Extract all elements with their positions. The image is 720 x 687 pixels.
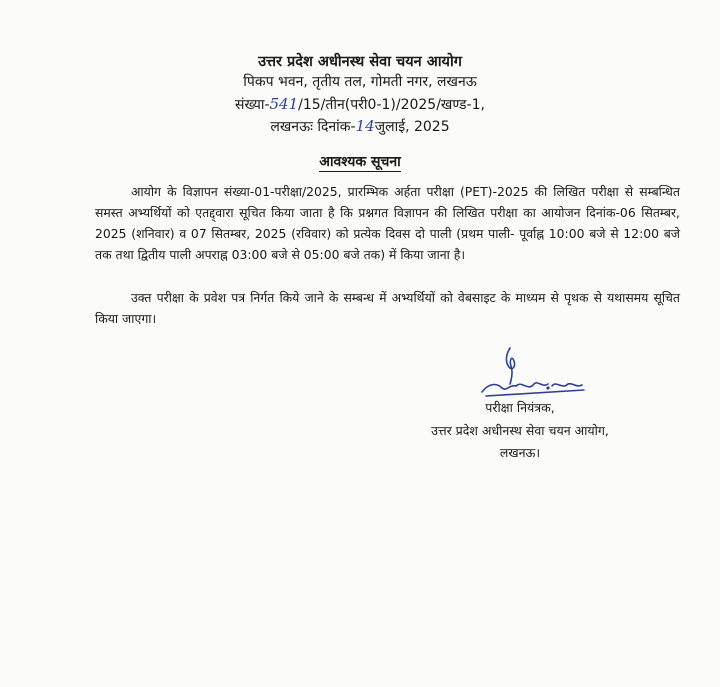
ref-handwritten-number: 541	[269, 95, 299, 113]
signatory-city: लखनऊ।	[499, 445, 541, 460]
notice-paragraph-1: आयोग के विज्ञापन संख्या-01-परीक्षा/2025, प्रारम्भिक अर्हता परीक्षा (PET)-2025 की लिखित परीक्षा से सम्बन्धित समस्त अभ्यर्थियों को एतद्द्वारा सूचित किया जाता है कि प्रश्नगत विज्ञापन की लिखित परीक्षा का आयोजन दिनांक-06 सितम्बर, 2025 (शनिवार) व 07 सितम्बर, 2025 (रविवार) को प्रत्येक दिवस दो पाली (प्रथम पाली- पूर्वाह्न 10:00 बजे से 12:00 बजे तक तथा द्वितीय पाली अपराह्न 03:00 बजे से 05:00 बजे तक) में किया जाना है।	[95, 184, 680, 262]
ref-prefix: संख्या-	[235, 97, 270, 113]
date-handwritten-day: 14	[355, 117, 375, 135]
notice-paragraph-2: उक्त परीक्षा के प्रवेश पत्र निर्गत किये जाने के सम्बन्ध में अभ्यर्थियों को वेबसाइट के माध्यम से पृथक से यथासमय सूचित किया जाएगा।	[95, 290, 680, 326]
issue-date	[0, 116, 720, 138]
org-address: पिकप भवन, तृतीय तल, गोमती नगर, लखनऊ	[243, 74, 477, 90]
date-suffix: जुलाई, 2025	[374, 119, 450, 135]
notice-heading-text: आवश्यक सूचना	[319, 154, 401, 170]
signatory-designation: परीक्षा नियंत्रक,	[485, 400, 555, 415]
notice-heading	[0, 152, 720, 171]
signatory-organization: उत्तर प्रदेश अधीनस्थ सेवा चयन आयोग,	[431, 423, 609, 438]
ref-suffix: /15/तीन(परी0-1)/2025/खण्ड-1,	[298, 97, 485, 113]
reference-number	[0, 94, 720, 116]
date-prefix: लखनऊः दिनांक-	[270, 119, 356, 135]
org-title: उत्तर प्रदेश अधीनस्थ सेवा चयन आयोग	[258, 54, 462, 70]
